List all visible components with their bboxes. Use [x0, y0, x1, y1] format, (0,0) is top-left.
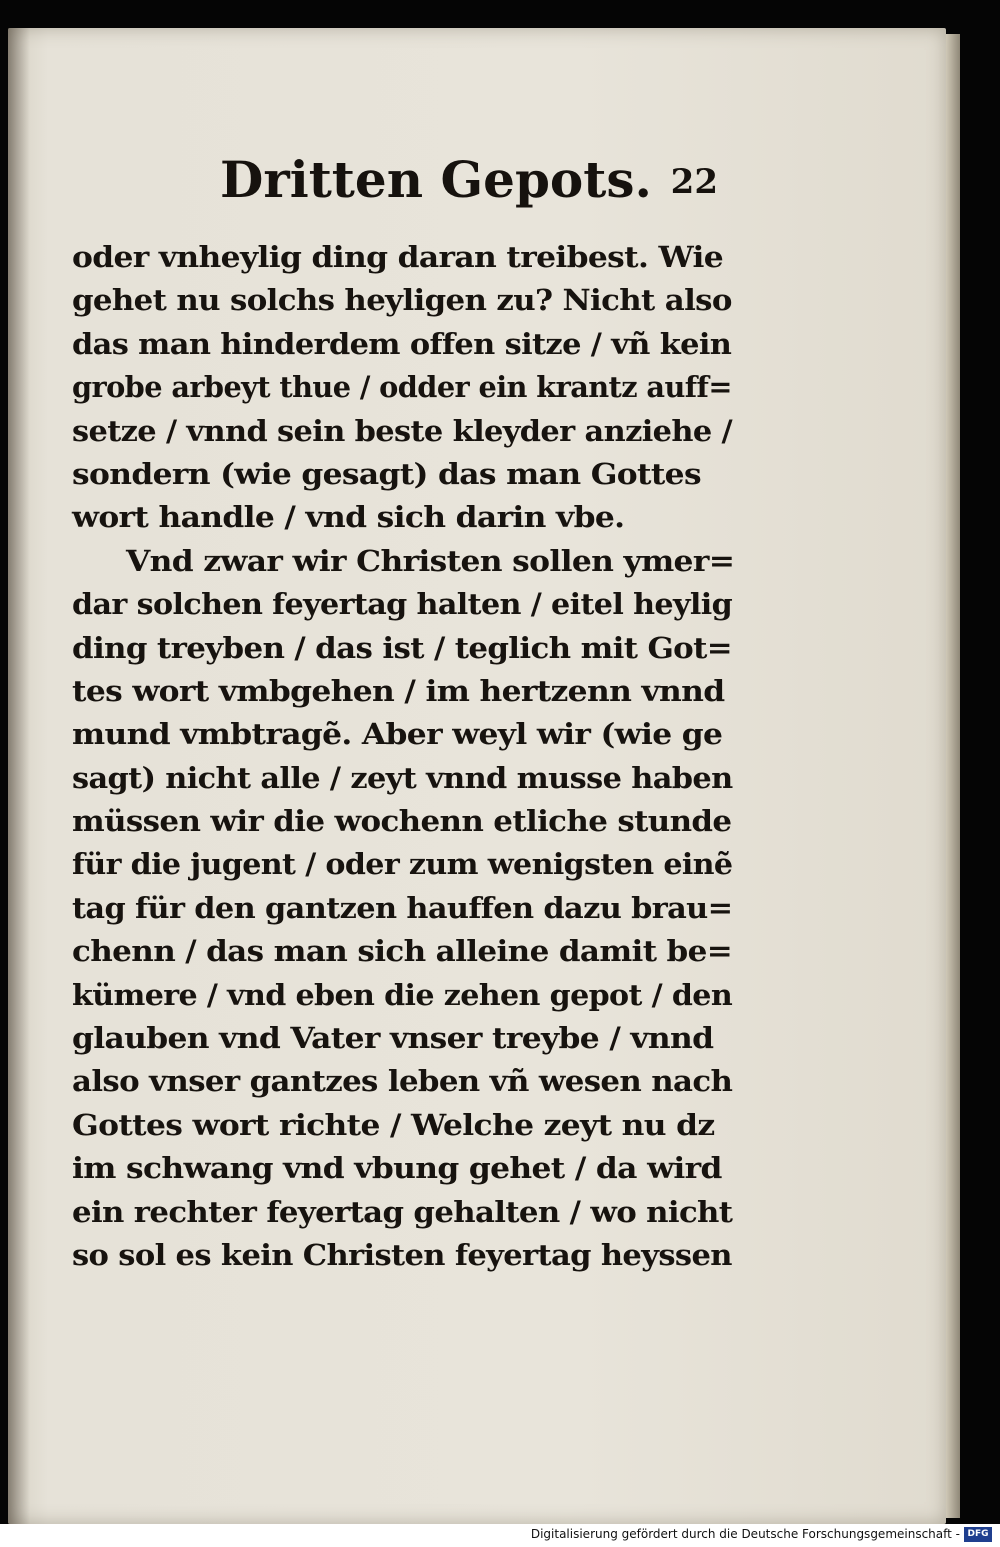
- book-page: [8, 28, 946, 1524]
- text-line: gehet nu solchs heyligen zu? Nicht also: [72, 283, 732, 318]
- text-line: im schwang vnd vbung gehet / da wird: [72, 1151, 722, 1186]
- dfg-logo: DFG: [964, 1527, 992, 1542]
- text-line: glauben vnd Vater vnser treybe / vnnd: [72, 1021, 714, 1056]
- text-line: sagt) nicht alle / zeyt vnnd musse haben: [72, 760, 733, 795]
- text-line: tag für den gantzen hauffen dazu brau=: [72, 890, 733, 925]
- funding-credit: Digitalisierung gefördert durch die Deutsche Forschungsgemeinschaft -: [530, 1527, 960, 1541]
- text-line: so sol es kein Christen feyertag heyssen: [72, 1237, 732, 1272]
- running-head: Dritten Gepots.: [220, 150, 652, 209]
- page-header: [208, 150, 728, 220]
- page-edge: [946, 34, 960, 1518]
- page-number: 22: [670, 162, 718, 202]
- text-line: dar solchen feyertag halten / eitel heylig: [72, 587, 733, 622]
- text-line: ding treyben / das ist / teglich mit Got=: [72, 630, 733, 665]
- text-line: Gottes wort richte / Welche zeyt nu dz: [72, 1107, 715, 1142]
- text-line: grobe arbeyt thue / odder ein krantz auff=: [72, 370, 732, 405]
- footer-bar: [0, 1524, 1000, 1547]
- text-line: setze / vnnd sein beste kleyder anziehe /: [72, 413, 733, 448]
- text-line: müssen wir die wochenn etliche stunde: [72, 804, 732, 839]
- text-line: wort handle / vnd sich darin vbe.: [72, 500, 625, 535]
- text-line: mund vmbtragẽ. Aber weyl wir (wie ge: [72, 717, 723, 752]
- spine-shadow: [8, 28, 30, 1524]
- text-line: sondern (wie gesagt) das man Gottes: [72, 456, 701, 491]
- text-line: chenn / das man sich alleine damit be=: [72, 934, 733, 969]
- text-line: für die jugent / oder zum wenigsten einẽ: [72, 847, 733, 882]
- text-line: also vnser gantzes leben vñ wesen nach: [72, 1064, 733, 1099]
- text-line: oder vnheylig ding daran treibest. Wie: [72, 240, 723, 274]
- text-line: Vnd zwar wir Christen sollen ymer=: [126, 543, 735, 578]
- text-line: kümere / vnd eben die zehen gepot / den: [72, 977, 733, 1012]
- text-line: das man hinderdem offen sitze / vñ kein: [72, 326, 732, 361]
- text-line: tes wort vmbgehen / im hertzenn vnnd: [72, 673, 725, 708]
- text-block: [72, 236, 735, 1277]
- text-line: ein rechter feyertag gehalten / wo nicht: [72, 1194, 733, 1229]
